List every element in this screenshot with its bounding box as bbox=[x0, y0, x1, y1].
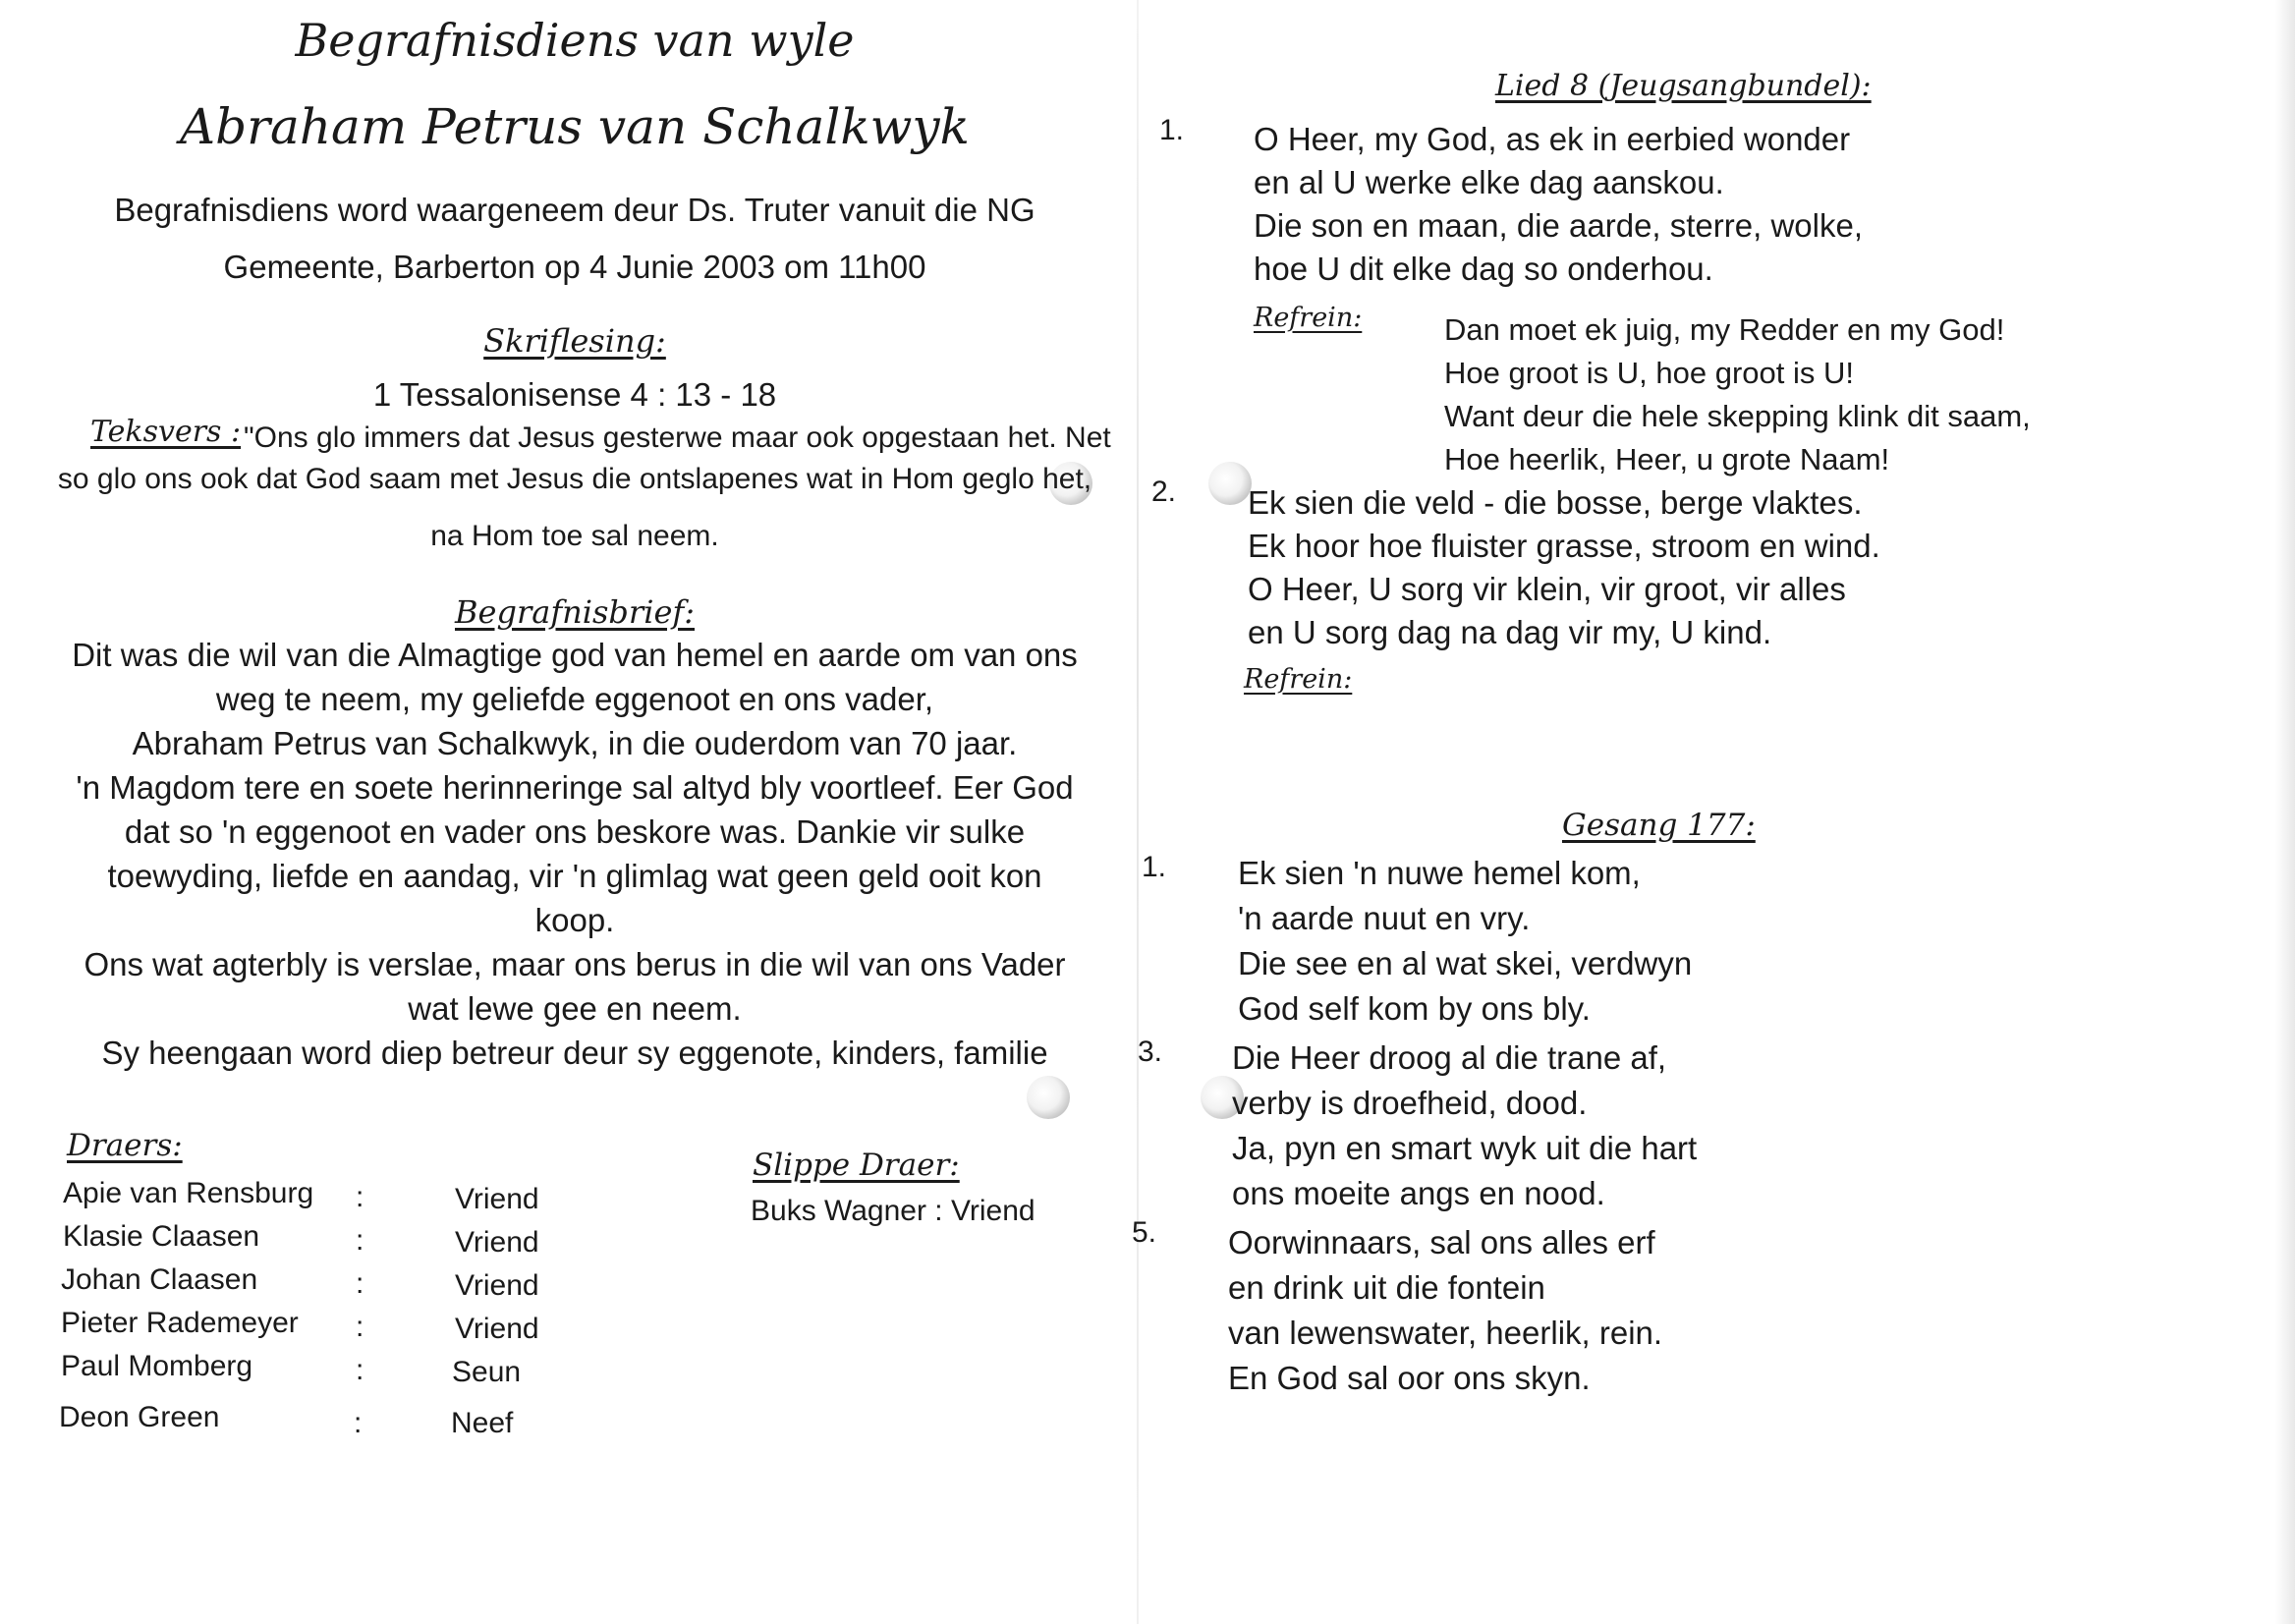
hymn2-verse1-number: 1. bbox=[1142, 851, 1167, 883]
pallbearer-name: Deon Green bbox=[59, 1401, 220, 1433]
punch-hole bbox=[1027, 1076, 1070, 1119]
hymn2-verse5-number: 5. bbox=[1132, 1216, 1157, 1249]
slippe-draer-heading: Slippe Draer: bbox=[753, 1148, 960, 1183]
hymn-line: O Heer, my God, as ek in eerbied wonder bbox=[1254, 121, 1851, 157]
letter-line: Ons wat agterbly is verslae, maar ons berus in die wil van ons Vader bbox=[84, 946, 1066, 982]
letter-line: wat lewe gee en neem. bbox=[408, 990, 742, 1027]
pallbearer-relation: Vriend bbox=[455, 1313, 539, 1345]
pallbearer-relation: Vriend bbox=[455, 1183, 539, 1215]
hymn-line: en al U werke elke dag aanskou. bbox=[1254, 164, 1724, 200]
hymn1-verse1 bbox=[1254, 118, 1863, 291]
letter-line: koop. bbox=[534, 902, 615, 938]
letter-line: Sy heengaan word diep betreur deur sy eggenote, kinders, familie bbox=[101, 1035, 1048, 1071]
hymn-line: Die see en al wat skei, verdwyn bbox=[1238, 945, 1693, 981]
hymn-line: Ek sien 'n nuwe hemel kom, bbox=[1238, 855, 1641, 891]
text-verse-line-2: so glo ons ook dat God saam met Jesus die ontslapenes wat in Hom geglo het, bbox=[57, 463, 1092, 495]
hymn1-refrain-label-2: Refrein: bbox=[1244, 664, 1353, 695]
hymn2-verse3-number: 3. bbox=[1138, 1036, 1163, 1068]
hymn-line: Die son en maan, die aarde, sterre, wolke, bbox=[1254, 207, 1863, 244]
pallbearer-name: Klasie Claasen bbox=[63, 1220, 260, 1253]
hymn1-refrain-label: Refrein: bbox=[1254, 303, 1363, 333]
hymn-line: Die Heer droog al die trane af, bbox=[1232, 1039, 1667, 1076]
hymn1-verse2 bbox=[1248, 481, 1880, 654]
hymn2-verse3 bbox=[1232, 1036, 1697, 1216]
letter-line: dat so 'n eggenoot en vader ons beskore was. Dankie vir sulke bbox=[124, 813, 1026, 850]
refrain-line: Hoe groot is U, hoe groot is U! bbox=[1444, 356, 1854, 390]
pallbearer-sep: : bbox=[356, 1224, 364, 1257]
hymn-line: Ja, pyn en smart wyk uit die hart bbox=[1232, 1130, 1698, 1166]
text-verse-label: Teksvers : bbox=[90, 415, 242, 449]
refrain-line: Want deur die hele skepping klink dit saam, bbox=[1444, 399, 2031, 433]
hymn-line: en drink uit die fontein bbox=[1228, 1269, 1545, 1306]
pallbearers-heading: Draers: bbox=[67, 1128, 183, 1163]
pallbearer-sep: : bbox=[356, 1311, 364, 1343]
pallbearer-sep: : bbox=[356, 1267, 364, 1300]
hymn-line: en U sorg dag na dag vir my, U kind. bbox=[1248, 614, 1772, 650]
refrain-line: Dan moet ek juig, my Redder en my God! bbox=[1444, 312, 2005, 347]
hymn1-heading: Lied 8 (Jeugsangbundel): bbox=[1495, 69, 1872, 103]
hymn-line: van lewenswater, heerlik, rein. bbox=[1228, 1315, 1663, 1351]
hymn-line: O Heer, U sorg vir klein, vir groot, vir alles bbox=[1248, 571, 1846, 607]
pallbearer-sep: : bbox=[356, 1354, 364, 1386]
pallbearer-name: Paul Momberg bbox=[61, 1350, 253, 1382]
page-fold bbox=[1137, 0, 1139, 1624]
letter-line: Dit was die wil van die Almagtige god van hemel en aarde om van ons bbox=[72, 637, 1078, 673]
hymn-line: ons moeite angs en nood. bbox=[1232, 1175, 1605, 1211]
punch-hole bbox=[1208, 462, 1252, 505]
pallbearer-name: Pieter Rademeyer bbox=[61, 1307, 299, 1339]
title-line-2: Abraham Petrus van Schalkwyk bbox=[180, 98, 970, 155]
refrain-line: Hoe heerlik, Heer, u grote Naam! bbox=[1444, 442, 1890, 476]
intro-line-1: Begrafnisdiens word waargeneem deur Ds. Truter vanuit die NG bbox=[114, 192, 1036, 228]
hymn1-verse2-number: 2. bbox=[1151, 476, 1177, 508]
letter-line: weg te neem, my geliefde eggenoot en ons vader, bbox=[215, 681, 934, 717]
hymn1-verse1-number: 1. bbox=[1159, 114, 1185, 146]
slippe-draer-entry: Buks Wagner : Vriend bbox=[751, 1195, 1036, 1227]
hymn-line: hoe U dit elke dag so onderhou. bbox=[1254, 251, 1713, 287]
letter-heading: Begrafnisbrief: bbox=[455, 593, 695, 631]
title-line-1: Begrafnisdiens van wyle bbox=[295, 14, 855, 67]
pallbearer-relation: Vriend bbox=[455, 1269, 539, 1302]
scripture-reference: 1 Tessalonisense 4 : 13 - 18 bbox=[372, 376, 777, 413]
pallbearer-name: Apie van Rensburg bbox=[63, 1177, 314, 1209]
scripture-heading: Skriflesing: bbox=[483, 322, 666, 360]
text-verse-line-3: na Hom toe sal neem. bbox=[430, 520, 719, 552]
hymn-line: God self kom by ons bly. bbox=[1238, 990, 1591, 1027]
pallbearer-relation: Seun bbox=[452, 1356, 522, 1388]
hymn2-verse5 bbox=[1228, 1220, 1662, 1401]
hymn-line: verby is droefheid, dood. bbox=[1232, 1085, 1588, 1121]
pallbearer-relation: Vriend bbox=[455, 1226, 539, 1259]
letter-body bbox=[54, 633, 1095, 1075]
letter-line: toewyding, liefde en aandag, vir 'n glimlag wat geen geld ooit kon bbox=[107, 858, 1042, 894]
hymn-line: Ek sien die veld - die bosse, berge vlaktes. bbox=[1248, 484, 1863, 521]
letter-line: Abraham Petrus van Schalkwyk, in die ouderdom van 70 jaar. bbox=[132, 725, 1018, 761]
hymn2-heading: Gesang 177: bbox=[1562, 808, 1756, 843]
pallbearer-sep: : bbox=[354, 1407, 363, 1439]
text-verse-line-1: "Ons glo immers dat Jesus gesterwe maar ook opgestaan het. Net bbox=[244, 421, 1111, 454]
hymn-line: 'n aarde nuut en vry. bbox=[1238, 900, 1531, 936]
hymn-line: En God sal oor ons skyn. bbox=[1228, 1360, 1591, 1396]
hymn-line: Ek hoor hoe fluister grasse, stroom en wind. bbox=[1248, 528, 1880, 564]
paper-edge bbox=[2275, 0, 2295, 1624]
letter-line: 'n Magdom tere en soete herinneringe sal altyd bly voortleef. Eer God bbox=[76, 769, 1074, 806]
pallbearer-relation: Neef bbox=[451, 1407, 514, 1439]
intro-line-2: Gemeente, Barberton op 4 Junie 2003 om 11h00 bbox=[223, 249, 926, 285]
hymn-line: Oorwinnaars, sal ons alles erf bbox=[1228, 1224, 1655, 1260]
pallbearer-sep: : bbox=[356, 1181, 364, 1213]
hymn1-refrain bbox=[1444, 308, 2031, 481]
hymn2-verse1 bbox=[1238, 851, 1692, 1032]
pallbearer-name: Johan Claasen bbox=[61, 1263, 258, 1296]
